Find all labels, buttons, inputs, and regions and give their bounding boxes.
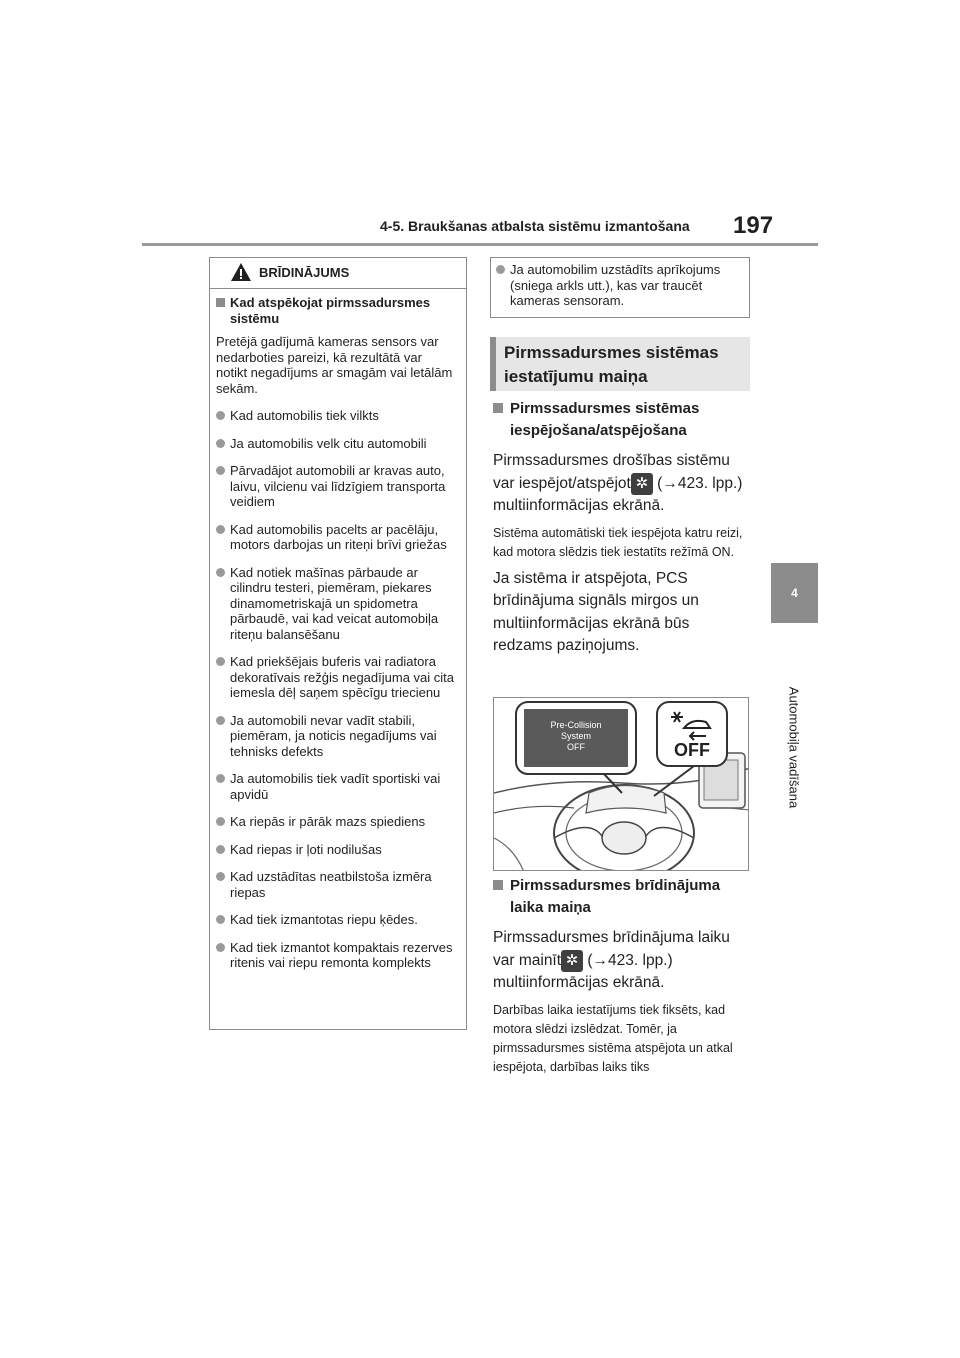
subsection-enable-disable <box>493 398 753 658</box>
body-text-2: Ja sistēma ir atspējota, PCS brīdinājuma signāls mirgos un multiinformācijas ekrānā būs redzams paziņojums. <box>493 569 699 655</box>
warning-bullet-item: Kad tiek izmantot kompaktais rezerves ritenis vai riepu remonta komplekts <box>216 940 456 971</box>
warning-bullet-item: Kad uzstādītas neatbilstoša izmēra riepas <box>216 869 456 900</box>
round-bullet-icon <box>496 265 505 274</box>
warning-bullet-item: Ja automobili nevar vadīt stabili, piemēram, ja noticis negadījums vai tehnisks defekts <box>216 713 456 760</box>
warning-header <box>210 258 466 289</box>
pcs-off-icon-label: OFF <box>674 740 710 760</box>
warning-bullet-item: Kad priekšējais buferis vai radiatora dekoratīvais režģis negadījuma vai cita iemesla dēļ saņem spēcīgu triecienu <box>216 654 456 701</box>
warning-box <box>209 257 467 1030</box>
note-box <box>490 257 750 318</box>
warning-bullet-item: Ja automobilis tiek vadīt sportiski vai apvidū <box>216 771 456 802</box>
warning-triangle-icon <box>230 262 252 282</box>
warning-heading: BRĪDINĀJUMS <box>259 265 350 280</box>
square-bullet-icon <box>493 880 503 890</box>
dashboard-illustration <box>493 697 749 871</box>
square-bullet-icon <box>493 403 503 413</box>
round-bullet-icon <box>216 525 225 534</box>
subsection-heading: Pirmssadursmes sistēmas iespējošana/atspējošana <box>493 398 753 442</box>
display-screen-text: Pre-Collision System OFF <box>550 720 602 752</box>
warning-bullet-item: Kad notiek mašīnas pārbaude ar cilindru testeri, piemēram, piekares dinamometriskajā un spidometra pārbaudē, vai kad veicat automobiļa riteņu balansēšanu <box>216 565 456 643</box>
round-bullet-icon <box>216 439 225 448</box>
section-title-box <box>490 337 750 391</box>
warning-subheading: Kad atspēkojat pirmssadursmes sistēmu <box>216 295 456 326</box>
settings-gear-icon: ✲ <box>631 473 653 495</box>
section-bar <box>490 337 496 391</box>
round-bullet-icon <box>216 817 225 826</box>
section-header: 4-5. Braukšanas atbalsta sistēmu izmantošana <box>380 218 690 234</box>
subsection-warning-timing <box>493 875 753 1077</box>
small-note-text-2: Darbības laika iestatījums tiek fiksēts, kad motora slēdzi izslēdzat. Tomēr, ja pirmssadursmes sistēma atspējota un atkal iespējota, darbības laiks tiks <box>493 1002 733 1074</box>
warning-bullet-item: Ja automobilis velk citu automobili <box>216 436 456 452</box>
warning-bullet-item: Kad automobilis tiek vilkts <box>216 408 456 424</box>
round-bullet-icon <box>216 845 225 854</box>
round-bullet-icon <box>216 872 225 881</box>
settings-gear-icon: ✲ <box>561 950 583 972</box>
round-bullet-icon <box>216 568 225 577</box>
round-bullet-icon <box>216 915 225 924</box>
body-text-3: Pirmssadursmes brīdinājuma laiku var mainīt ✲ (→423. lpp.) multiinformācijas ekrānā. <box>493 929 730 992</box>
body-text: Pirmssadursmes drošības sistēmu var iespējot/atspējot ✲ (→423. lpp.) multiinformācijas ekrānā. <box>493 452 743 515</box>
chapter-label: Automobiļa vadīšana <box>786 686 802 809</box>
chapter-tab: 4 <box>771 563 818 623</box>
section-title: Pirmssadursmes sistēmas iestatījumu maiņa <box>504 343 719 386</box>
header-divider <box>142 243 818 246</box>
round-bullet-icon <box>216 657 225 666</box>
round-bullet-icon <box>216 466 225 475</box>
page-number: 197 <box>733 212 774 239</box>
warning-bullet-item: Pārvadājot automobili ar kravas auto, laivu, vilcienu vai līdzīgiem transporta veidiem <box>216 463 456 510</box>
square-bullet-icon <box>216 298 225 307</box>
warning-bullet-list <box>216 408 456 971</box>
small-note-text: Sistēma automātiski tiek iespējota katru reizi, kad motora slēdzis tiek iestatīts režīmā ON. <box>493 525 743 559</box>
warning-bullet-item: Kad tiek izmantotas riepu ķēdes. <box>216 912 456 928</box>
round-bullet-icon <box>216 411 225 420</box>
round-bullet-icon <box>216 716 225 725</box>
warning-bullet-item: Kad riepas ir ļoti nodilušas <box>216 842 456 858</box>
subsection-heading-2: Pirmssadursmes brīdinājuma laika maiņa <box>493 875 753 919</box>
note-text: Ja automobilim uzstādīts aprīkojums (sniega arkls utt.), kas var traucēt kameras sensoram. <box>510 262 721 308</box>
round-bullet-icon <box>216 943 225 952</box>
warning-paragraph: Pretējā gadījumā kameras sensors var nedarboties pareizi, kā rezultātā var notikt negadījums ar smagām vai letālām sekām. <box>216 334 453 396</box>
round-bullet-icon <box>216 774 225 783</box>
warning-bullet-item: Ka riepās ir pārāk mazs spiediens <box>216 814 456 830</box>
warning-bullet-item: Kad automobilis pacelts ar pacēlāju, motors darbojas un riteņi brīvi griežas <box>216 522 456 553</box>
